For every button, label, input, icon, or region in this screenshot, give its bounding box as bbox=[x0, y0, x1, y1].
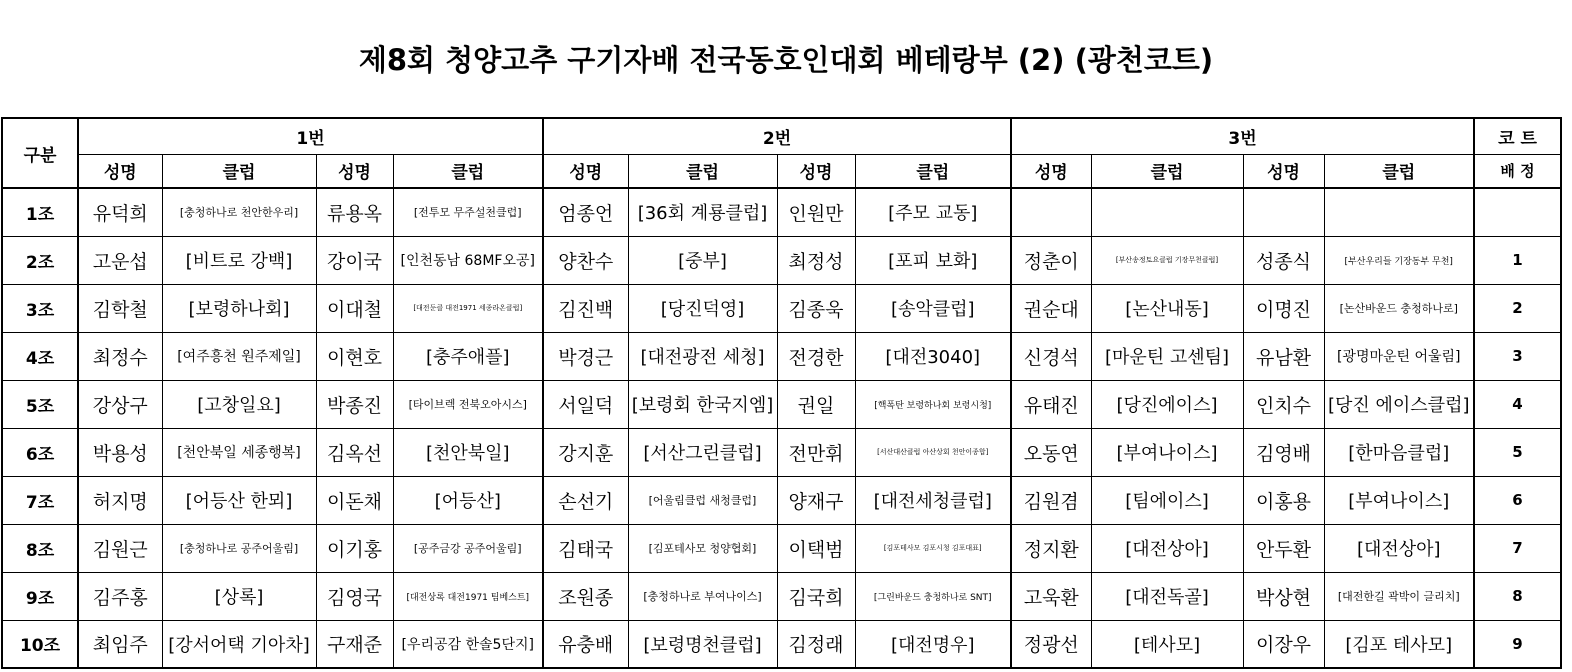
player-name: 김국희 bbox=[777, 572, 855, 620]
player-name: 김영국 bbox=[316, 572, 393, 620]
player-club: [상록] bbox=[162, 572, 316, 620]
player-name: 김종욱 bbox=[777, 284, 855, 332]
player-name: 김원근 bbox=[78, 524, 162, 572]
player-club: [천안북일] bbox=[393, 428, 543, 476]
group-label: 8조 bbox=[2, 524, 78, 572]
player-name: 김영배 bbox=[1243, 428, 1324, 476]
court-assignment: 9 bbox=[1474, 620, 1561, 668]
group-label: 2조 bbox=[2, 236, 78, 284]
player-club: [대전상록 대전1971 팀베스트] bbox=[393, 572, 543, 620]
player-club: [서산그린클럽] bbox=[628, 428, 777, 476]
player-name: 최정수 bbox=[78, 332, 162, 380]
player-name: 손선기 bbox=[543, 476, 628, 524]
player-club: [논산바운드 충청하나로] bbox=[1324, 284, 1474, 332]
player-club: [보령하나회] bbox=[162, 284, 316, 332]
player-name: 정지환 bbox=[1011, 524, 1091, 572]
table-row bbox=[2, 332, 1561, 380]
court-header-bottom: 배 정 bbox=[1474, 154, 1561, 188]
player-club: [보령명천클럽] bbox=[628, 620, 777, 668]
name-col-header: 성명 bbox=[1243, 154, 1324, 188]
player-club: [충청하나로 천안한우리] bbox=[162, 188, 316, 236]
court-assignment: 8 bbox=[1474, 572, 1561, 620]
table-row bbox=[2, 476, 1561, 524]
player-name: 양재구 bbox=[777, 476, 855, 524]
player-club: [마운틴 고센팀] bbox=[1091, 332, 1243, 380]
group-label: 3조 bbox=[2, 284, 78, 332]
player-name: 고운섭 bbox=[78, 236, 162, 284]
player-club: [논산내동] bbox=[1091, 284, 1243, 332]
court-assignment: 2 bbox=[1474, 284, 1561, 332]
club-col-header: 클럽 bbox=[628, 154, 777, 188]
player-name: 안두환 bbox=[1243, 524, 1324, 572]
player-name: 인원만 bbox=[777, 188, 855, 236]
player-club: [부여나이스] bbox=[1324, 476, 1474, 524]
player-name: 이홍용 bbox=[1243, 476, 1324, 524]
court-header-top: 코 트 bbox=[1474, 118, 1561, 154]
player-club: [공주금강 공주어울림] bbox=[393, 524, 543, 572]
player-club: [테사모] bbox=[1091, 620, 1243, 668]
player-club: [강서어택 기아차] bbox=[162, 620, 316, 668]
player-name: 정광선 bbox=[1011, 620, 1091, 668]
player-name: 신경석 bbox=[1011, 332, 1091, 380]
table-row bbox=[2, 620, 1561, 668]
player-club bbox=[1324, 188, 1474, 236]
player-name: 이명진 bbox=[1243, 284, 1324, 332]
table-row bbox=[2, 524, 1561, 572]
player-name: 김원겸 bbox=[1011, 476, 1091, 524]
name-col-header: 성명 bbox=[1011, 154, 1091, 188]
table-row bbox=[2, 236, 1561, 284]
player-club: [부산송정토요클럽 기장무천클럽] bbox=[1091, 236, 1243, 284]
player-name: 허지명 bbox=[78, 476, 162, 524]
player-club bbox=[1091, 188, 1243, 236]
name-col-header: 성명 bbox=[543, 154, 628, 188]
club-col-header: 클럽 bbox=[855, 154, 1011, 188]
table-row bbox=[2, 188, 1561, 236]
player-name bbox=[1243, 188, 1324, 236]
player-name: 성종식 bbox=[1243, 236, 1324, 284]
player-name: 강지훈 bbox=[543, 428, 628, 476]
player-name: 김주홍 bbox=[78, 572, 162, 620]
player-club: [전투모 무주설천클럽] bbox=[393, 188, 543, 236]
player-name: 정춘이 bbox=[1011, 236, 1091, 284]
court-assignment: 7 bbox=[1474, 524, 1561, 572]
player-club: [타이브렉 전북오아시스] bbox=[393, 380, 543, 428]
player-club: [어등산] bbox=[393, 476, 543, 524]
player-club: [고창일요] bbox=[162, 380, 316, 428]
group-label: 10조 bbox=[2, 620, 78, 668]
player-club: [한마음클럽] bbox=[1324, 428, 1474, 476]
court-assignment bbox=[1474, 188, 1561, 236]
court-assignment: 6 bbox=[1474, 476, 1561, 524]
court-assignment: 3 bbox=[1474, 332, 1561, 380]
player-name: 전만휘 bbox=[777, 428, 855, 476]
player-club: [부산우리들 기장동부 무천] bbox=[1324, 236, 1474, 284]
player-club: [대전독골] bbox=[1091, 572, 1243, 620]
player-name: 인치수 bbox=[1243, 380, 1324, 428]
player-club: [당진덕영] bbox=[628, 284, 777, 332]
player-club: [송악클럽] bbox=[855, 284, 1011, 332]
player-name: 조원종 bbox=[543, 572, 628, 620]
club-col-header: 클럽 bbox=[162, 154, 316, 188]
player-club: [어울림클럽 새청클럽] bbox=[628, 476, 777, 524]
club-col-header: 클럽 bbox=[1091, 154, 1243, 188]
group-1-header: 1번 bbox=[78, 118, 543, 154]
player-name: 박경근 bbox=[543, 332, 628, 380]
player-name bbox=[1011, 188, 1091, 236]
player-name: 고욱환 bbox=[1011, 572, 1091, 620]
name-col-header: 성명 bbox=[78, 154, 162, 188]
player-name: 유남환 bbox=[1243, 332, 1324, 380]
player-club: [당진 에이스클럽] bbox=[1324, 380, 1474, 428]
player-club: [대전상아] bbox=[1091, 524, 1243, 572]
player-name: 권순대 bbox=[1011, 284, 1091, 332]
club-col-header: 클럽 bbox=[1324, 154, 1474, 188]
player-club: [광명마운틴 어울림] bbox=[1324, 332, 1474, 380]
player-name: 이현호 bbox=[316, 332, 393, 380]
table-row bbox=[2, 284, 1561, 332]
player-club: [포피 보화] bbox=[855, 236, 1011, 284]
player-name: 서일덕 bbox=[543, 380, 628, 428]
group-label: 7조 bbox=[2, 476, 78, 524]
player-name: 박종진 bbox=[316, 380, 393, 428]
draw-table bbox=[1, 117, 1562, 669]
group-label: 9조 bbox=[2, 572, 78, 620]
player-name: 이기홍 bbox=[316, 524, 393, 572]
player-name: 최임주 bbox=[78, 620, 162, 668]
player-name: 유덕희 bbox=[78, 188, 162, 236]
player-name: 양찬수 bbox=[543, 236, 628, 284]
table-row bbox=[2, 572, 1561, 620]
page-title: 제8회 청양고추 구기자배 전국동호인대회 베테랑부 (2) (광천코트) bbox=[358, 43, 1214, 77]
player-club: [충주애플] bbox=[393, 332, 543, 380]
group-label: 5조 bbox=[2, 380, 78, 428]
player-name: 강이국 bbox=[316, 236, 393, 284]
player-name: 유충배 bbox=[543, 620, 628, 668]
player-name: 김정래 bbox=[777, 620, 855, 668]
player-name: 최정성 bbox=[777, 236, 855, 284]
player-club: [그린바운드 충청하나로 SNT] bbox=[855, 572, 1011, 620]
name-col-header: 성명 bbox=[316, 154, 393, 188]
player-club: [김포 테사모] bbox=[1324, 620, 1474, 668]
player-name: 이택범 bbox=[777, 524, 855, 572]
player-club: [대전세청클럽] bbox=[855, 476, 1011, 524]
player-name: 김학철 bbox=[78, 284, 162, 332]
player-name: 전경한 bbox=[777, 332, 855, 380]
player-name: 이돈채 bbox=[316, 476, 393, 524]
court-assignment: 4 bbox=[1474, 380, 1561, 428]
player-name: 오동연 bbox=[1011, 428, 1091, 476]
player-club: [여주흥천 원주제일] bbox=[162, 332, 316, 380]
player-club: [인천동남 68MF오공] bbox=[393, 236, 543, 284]
player-club: [팀에이스] bbox=[1091, 476, 1243, 524]
player-name: 박상현 bbox=[1243, 572, 1324, 620]
court-assignment: 5 bbox=[1474, 428, 1561, 476]
court-assignment: 1 bbox=[1474, 236, 1561, 284]
player-club: [충청하나로 공주어울림] bbox=[162, 524, 316, 572]
player-club: [대전한길 곽박이 글리치] bbox=[1324, 572, 1474, 620]
table-row bbox=[2, 428, 1561, 476]
gubun-header: 구분 bbox=[2, 118, 78, 188]
player-club: [대전광전 세청] bbox=[628, 332, 777, 380]
player-club: [우리공감 한솔5단지] bbox=[393, 620, 543, 668]
player-club: [중부] bbox=[628, 236, 777, 284]
player-club: [핵폭탄 보령하나회 보령시청] bbox=[855, 380, 1011, 428]
group-label: 4조 bbox=[2, 332, 78, 380]
player-name: 이대철 bbox=[316, 284, 393, 332]
player-club: [대전명우] bbox=[855, 620, 1011, 668]
player-club: [부여나이스] bbox=[1091, 428, 1243, 476]
player-club: [대전둔클 대전1971 세종라온클럽] bbox=[393, 284, 543, 332]
player-club: [비트로 강백] bbox=[162, 236, 316, 284]
group-3-header: 3번 bbox=[1011, 118, 1474, 154]
player-name: 박용성 bbox=[78, 428, 162, 476]
club-col-header: 클럽 bbox=[393, 154, 543, 188]
player-club: [김포테사모 청양협회] bbox=[628, 524, 777, 572]
player-name: 구재준 bbox=[316, 620, 393, 668]
player-name: 김태국 bbox=[543, 524, 628, 572]
player-club: [어등산 한뫼] bbox=[162, 476, 316, 524]
group-label: 6조 bbox=[2, 428, 78, 476]
table-row bbox=[2, 380, 1561, 428]
player-club: [대전상아] bbox=[1324, 524, 1474, 572]
player-club: [주모 교동] bbox=[855, 188, 1011, 236]
group-label: 1조 bbox=[2, 188, 78, 236]
player-name: 류용옥 bbox=[316, 188, 393, 236]
player-club: [김포테사모 김포시청 김포대표] bbox=[855, 524, 1011, 572]
player-club: [대전3040] bbox=[855, 332, 1011, 380]
player-name: 김옥선 bbox=[316, 428, 393, 476]
player-club: [보령회 한국지엠] bbox=[628, 380, 777, 428]
player-name: 유태진 bbox=[1011, 380, 1091, 428]
player-club: [충청하나로 부여나이스] bbox=[628, 572, 777, 620]
player-name: 강상구 bbox=[78, 380, 162, 428]
player-club: [36회 계룡클럽] bbox=[628, 188, 777, 236]
player-club: [서산대산클럽 아산상회 천안이종합] bbox=[855, 428, 1011, 476]
player-club: [당진에이스] bbox=[1091, 380, 1243, 428]
player-name: 엄종언 bbox=[543, 188, 628, 236]
name-col-header: 성명 bbox=[777, 154, 855, 188]
player-name: 김진백 bbox=[543, 284, 628, 332]
group-2-header: 2번 bbox=[543, 118, 1011, 154]
player-club: [천안북일 세종행복] bbox=[162, 428, 316, 476]
player-name: 이장우 bbox=[1243, 620, 1324, 668]
player-name: 권일 bbox=[777, 380, 855, 428]
